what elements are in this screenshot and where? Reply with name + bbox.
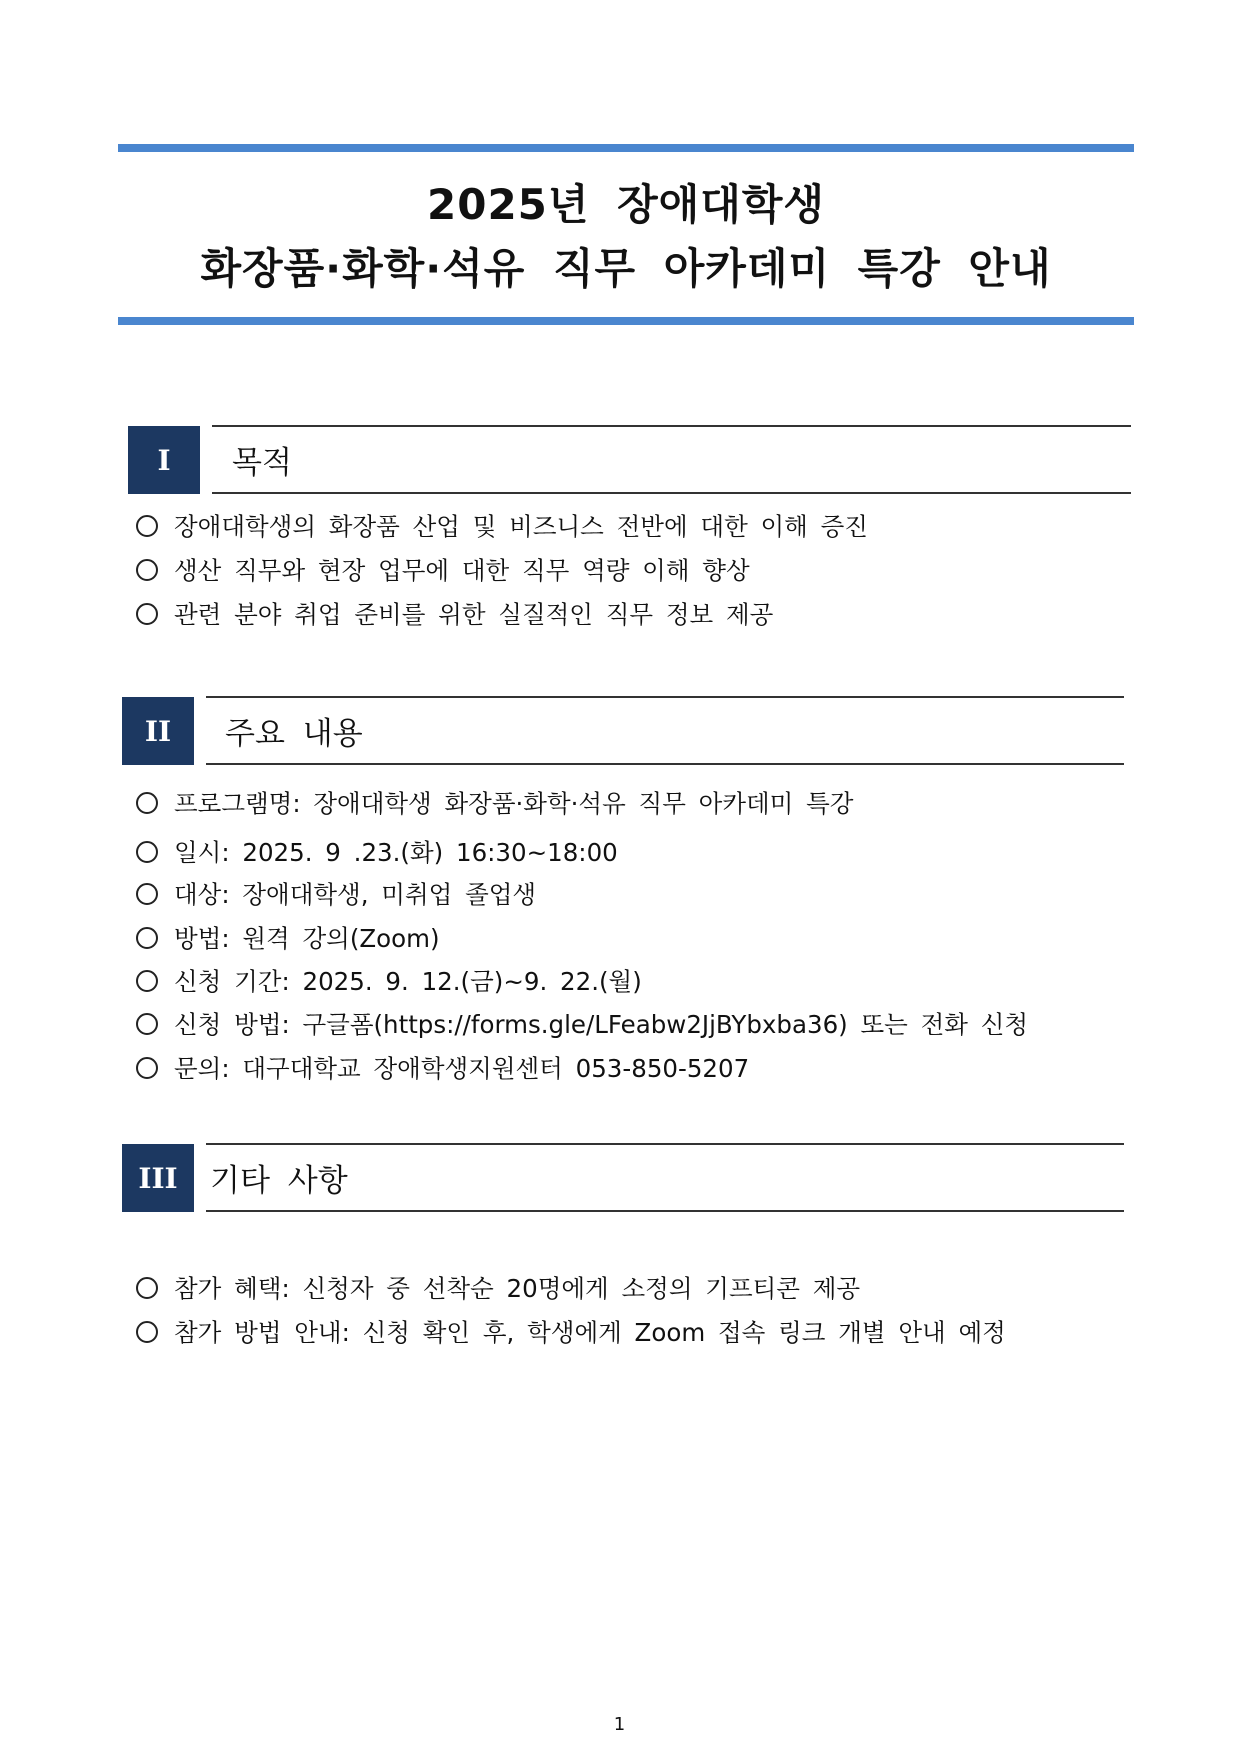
section-2-title: 주요 내용 xyxy=(225,716,363,752)
bullet-circle-icon xyxy=(136,841,158,863)
bullet-circle-icon xyxy=(136,883,158,905)
title-top-rule xyxy=(118,144,1134,152)
section-1-item: 장애대학생의 화장품 산업 및 비즈니스 전반에 대한 이해 증진 xyxy=(136,508,868,543)
section-2-bottom-line xyxy=(206,763,1124,765)
section-1-item: 관련 분야 취업 준비를 위한 실질적인 직무 정보 제공 xyxy=(136,596,773,631)
section-3-top-line xyxy=(206,1143,1124,1145)
section-2-numeral-box: II xyxy=(122,697,194,765)
page-number: 1 xyxy=(613,1714,626,1735)
section-2-top-line xyxy=(206,696,1124,698)
section-1-numeral-box: I xyxy=(128,426,200,494)
bullet-circle-icon xyxy=(136,1013,158,1035)
section-1-title: 목적 xyxy=(232,445,292,481)
bullet-circle-icon xyxy=(136,515,158,537)
bullet-circle-icon xyxy=(136,559,158,581)
section-2-item: 방법: 원격 강의(Zoom) xyxy=(136,920,440,955)
section-2-item: 대상: 장애대학생, 미취업 졸업생 xyxy=(136,876,536,911)
bullet-circle-icon xyxy=(136,1321,158,1343)
page-title-line1: 2025년 장애대학생 xyxy=(427,180,825,229)
bullet-circle-icon xyxy=(136,927,158,949)
bullet-circle-icon xyxy=(136,1277,158,1299)
section-3-item: 참가 혜택: 신청자 중 선착순 20명에게 소정의 기프티콘 제공 xyxy=(136,1270,860,1305)
section-3-numeral-box: III xyxy=(122,1144,194,1212)
section-3-item: 참가 방법 안내: 신청 확인 후, 학생에게 Zoom 접속 링크 개별 안내 예정 xyxy=(136,1314,1006,1349)
section-2-item: 문의: 대구대학교 장애학생지원센터 053-850-5207 xyxy=(136,1050,749,1085)
title-bottom-rule xyxy=(118,317,1134,325)
section-1-item: 생산 직무와 현장 업무에 대한 직무 역량 이해 향상 xyxy=(136,552,750,587)
bullet-circle-icon xyxy=(136,792,158,814)
section-3-title: 기타 사항 xyxy=(210,1163,348,1199)
bullet-circle-icon xyxy=(136,603,158,625)
bullet-circle-icon xyxy=(136,970,158,992)
section-2-item: 프로그램명: 장애대학생 화장품·화학·석유 직무 아카데미 특강 xyxy=(136,785,853,820)
section-1-top-line xyxy=(212,425,1131,427)
section-2-item: 신청 방법: 구글폼(https://forms.gle/LFeabw2JjBYbxba36) 또는 전화 신청 xyxy=(136,1006,1028,1041)
page-title-line2: 화장품·화학·석유 직무 아카데미 특강 안내 xyxy=(200,244,1052,293)
section-1-bottom-line xyxy=(212,492,1131,494)
section-2-item: 신청 기간: 2025. 9. 12.(금)~9. 22.(월) xyxy=(136,963,642,998)
bullet-circle-icon xyxy=(136,1057,158,1079)
section-3-bottom-line xyxy=(206,1210,1124,1212)
section-2-item: 일시: 2025. 9 .23.(화) 16:30~18:00 xyxy=(136,834,618,869)
